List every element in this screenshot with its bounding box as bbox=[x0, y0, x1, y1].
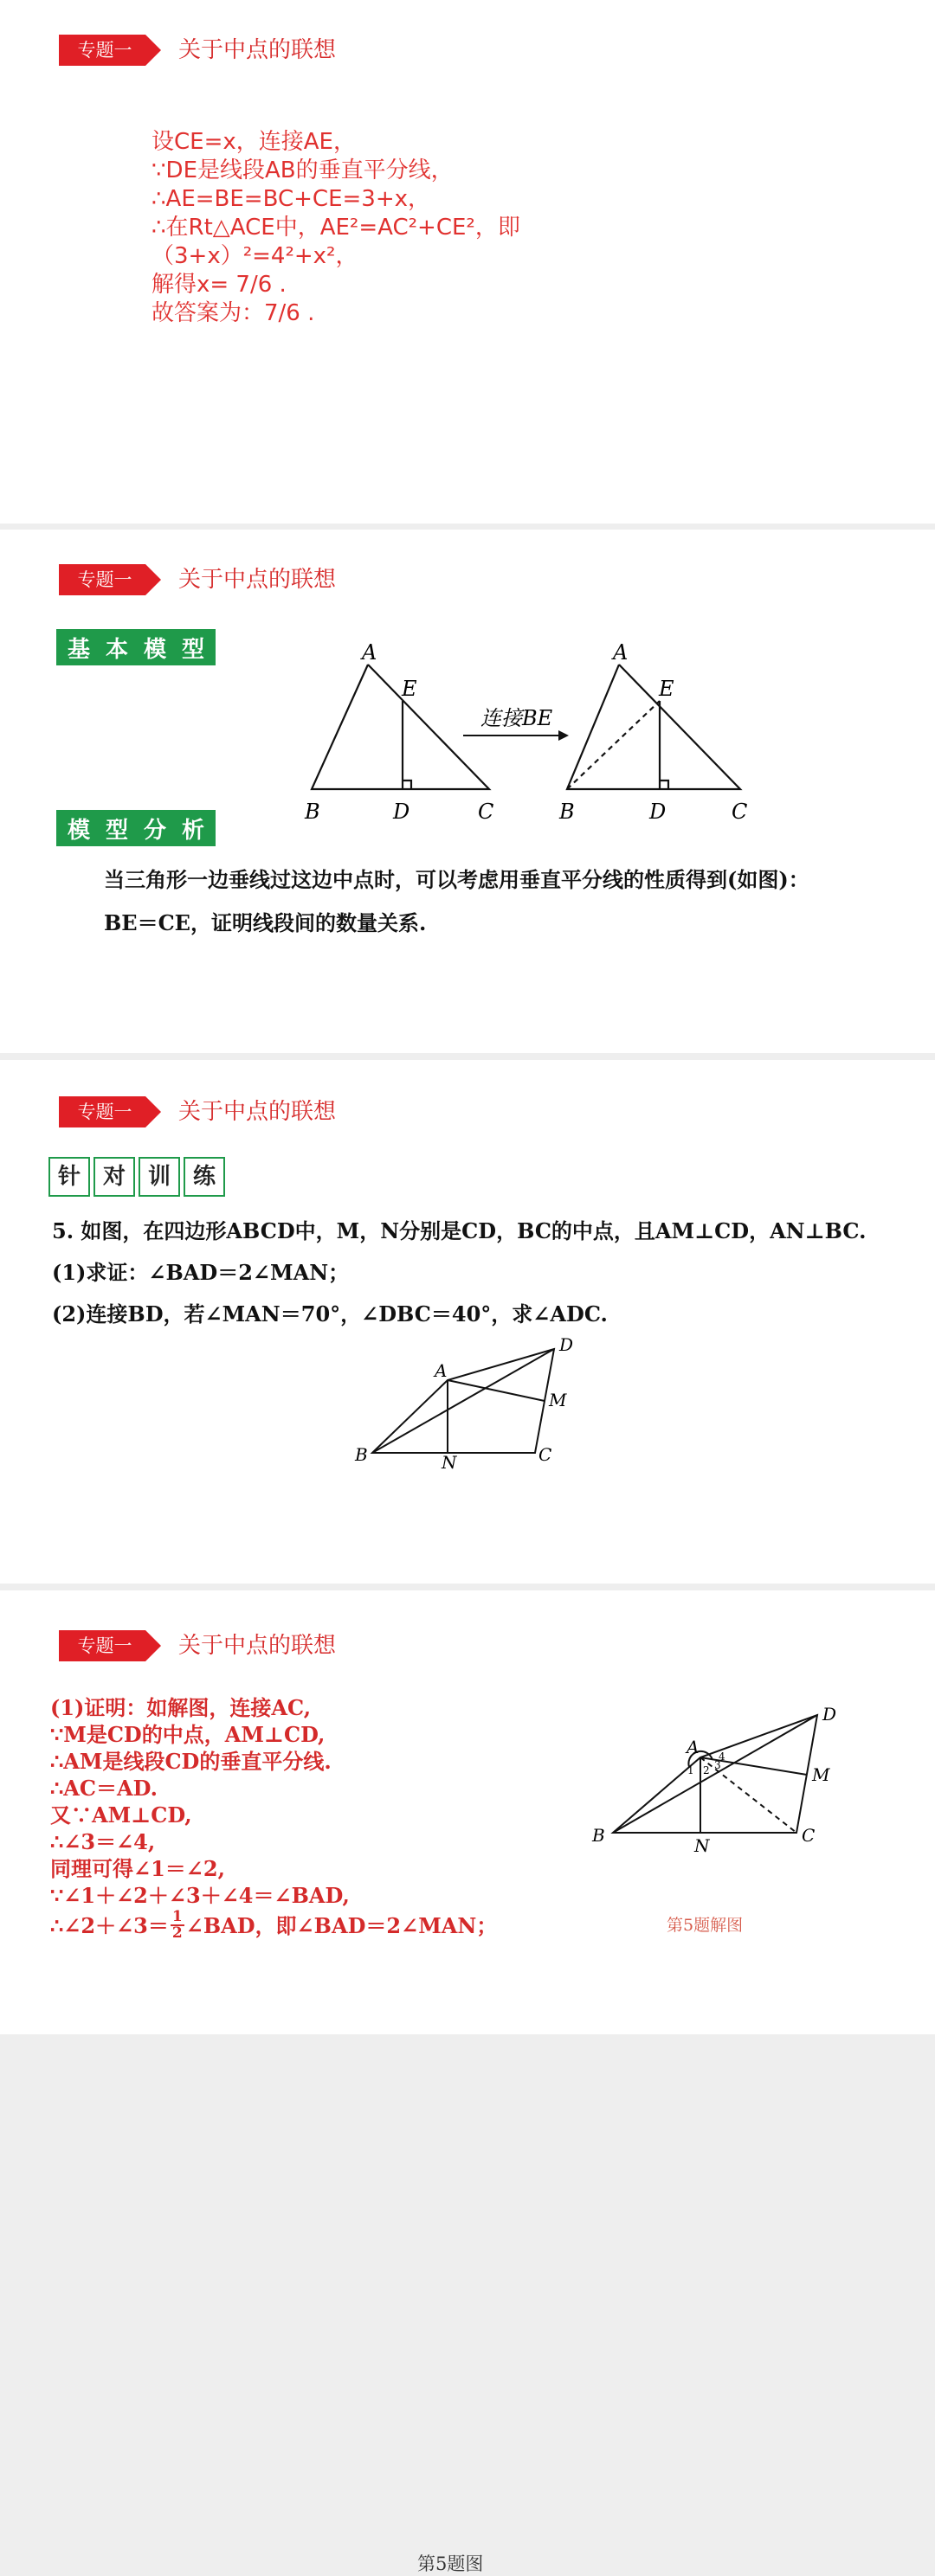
angle-3: 3 bbox=[714, 1759, 721, 1771]
proof-line: ∴AM是线段CD的垂直平分线. bbox=[50, 1749, 332, 1774]
header-title: 关于中点的联想 bbox=[178, 1099, 337, 1125]
label-b: B bbox=[592, 1825, 605, 1846]
header-tag: 专题一 bbox=[59, 1630, 161, 1661]
proof-line-fraction: ∴∠2＋∠3＝ 1 2 ∠BAD，即∠BAD＝2∠MAN； bbox=[50, 1908, 498, 1942]
arrow bbox=[463, 730, 569, 741]
solution-text bbox=[152, 128, 520, 328]
label-d: D bbox=[559, 1334, 574, 1355]
solution-line: ∴AE=BE=BC+CE=3+x， bbox=[152, 186, 430, 212]
problem-line-1: 5. 如图，在四边形ABCD中，M，N分别是CD，BC的中点，且AM⊥CD，AN⊥BC. bbox=[52, 1218, 867, 1243]
solution-line: （3+x）²=4²+x²， bbox=[152, 243, 358, 269]
header-tag: 专题一 bbox=[59, 1096, 161, 1127]
label-b: B bbox=[305, 800, 320, 824]
badge-targeted-training: 针 对 训 练 bbox=[48, 1157, 225, 1197]
label-e: E bbox=[659, 677, 674, 701]
label-n: N bbox=[442, 1452, 457, 1473]
solution-figure-caption: 第5题解图 bbox=[667, 1916, 744, 1935]
proof-line: 又∵AM⊥CD, bbox=[50, 1802, 192, 1828]
label-c: C bbox=[732, 800, 748, 824]
badge-basic-model: 基 本 模 型 bbox=[56, 629, 216, 665]
proof-line: ∵M是CD的中点，AM⊥CD, bbox=[50, 1722, 326, 1747]
angle-2: 2 bbox=[703, 1764, 710, 1776]
label-m: M bbox=[549, 1390, 567, 1410]
label-a: A bbox=[687, 1737, 700, 1757]
analysis-line-2: BE＝CE，证明线段间的数量关系. bbox=[104, 910, 427, 935]
label-b: B bbox=[355, 1444, 368, 1465]
header-tag: 专题一 bbox=[59, 564, 161, 595]
header-tag: 专题一 bbox=[59, 35, 161, 66]
proof-text bbox=[50, 1694, 497, 1942]
label-a: A bbox=[362, 640, 377, 665]
label-c: C bbox=[538, 1444, 552, 1465]
label-m: M bbox=[812, 1764, 830, 1785]
proof-line: 同理可得∠1＝∠2, bbox=[50, 1856, 225, 1881]
badge-model-analysis: 模 型 分 析 bbox=[56, 810, 216, 846]
analysis-line-1: 当三角形一边垂线过这边中点时，可以考虑用垂直平分线的性质得到(如图)： bbox=[104, 867, 809, 892]
label-e: E bbox=[402, 677, 417, 701]
label-d: D bbox=[393, 800, 410, 824]
solution-figure bbox=[589, 1703, 874, 1885]
angle-4: 4 bbox=[719, 1751, 725, 1763]
solution-line: ∵DE是线段AB的垂直平分线， bbox=[152, 157, 454, 183]
label-d: D bbox=[649, 800, 667, 824]
label-n: N bbox=[694, 1835, 710, 1856]
label-a: A bbox=[435, 1360, 448, 1381]
fraction-half: 1 2 bbox=[171, 1908, 183, 1942]
solution-line: 设CE=x，连接AE， bbox=[152, 129, 356, 155]
problem-line-3: (2)连接BD，若∠MAN＝70°，∠DBC＝40°，求∠ADC. bbox=[52, 1301, 608, 1327]
solution-line: ∴在Rt△ACE中，AE²=AC²+CE²，即 bbox=[152, 215, 520, 241]
header-title: 关于中点的联想 bbox=[178, 37, 337, 63]
angle-1: 1 bbox=[687, 1764, 694, 1776]
slide-1 bbox=[0, 0, 935, 524]
header-title: 关于中点的联想 bbox=[178, 1633, 337, 1659]
problem-figure bbox=[355, 1334, 589, 1473]
slide-2 bbox=[0, 530, 935, 1053]
header-title: 关于中点的联想 bbox=[178, 567, 337, 593]
basic-model-figure bbox=[286, 640, 771, 841]
problem-line-2: (1)求证：∠BAD＝2∠MAN； bbox=[52, 1260, 350, 1285]
label-c: C bbox=[802, 1825, 816, 1846]
solution-line: 解得x= 7/6 . bbox=[152, 272, 287, 298]
proof-line: ∴AC＝AD. bbox=[50, 1776, 158, 1801]
proof-line: (1)证明：如解图，连接AC, bbox=[50, 1695, 312, 1720]
label-a: A bbox=[613, 640, 629, 665]
proof-line: ∴∠3＝∠4, bbox=[50, 1829, 156, 1854]
arrow-label: 连接BE bbox=[480, 706, 553, 730]
solution-line: 故答案为：7/6 . bbox=[152, 300, 315, 326]
label-b: B bbox=[559, 800, 575, 824]
figure-caption: 第5题图 bbox=[417, 2554, 484, 2574]
label-d: D bbox=[822, 1704, 837, 1725]
triangle-right bbox=[567, 665, 740, 789]
label-c: C bbox=[478, 800, 494, 824]
triangle-left bbox=[312, 665, 489, 789]
proof-line: ∵∠1＋∠2＋∠3＋∠4＝∠BAD, bbox=[50, 1883, 350, 1908]
